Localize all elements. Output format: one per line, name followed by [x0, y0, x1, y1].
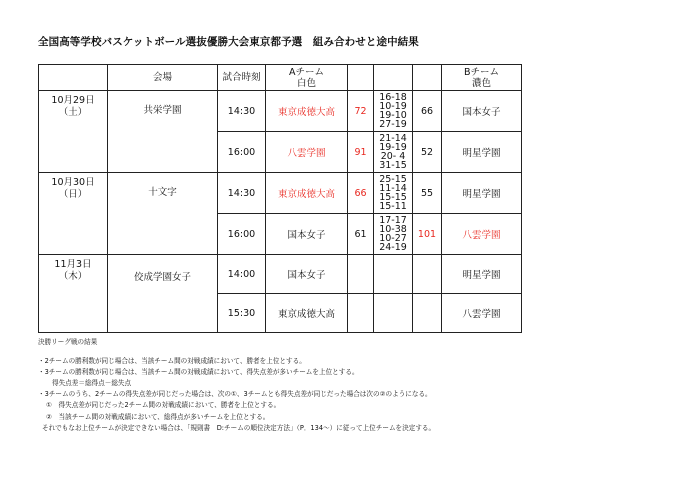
table-row — [39, 255, 522, 294]
date-cell: 11月3日 （木） — [39, 255, 108, 333]
time-cell: 14:30 — [218, 91, 266, 132]
b-score-cell: 55 — [413, 173, 442, 214]
venue-cell: 共栄学園 — [108, 91, 218, 173]
a-score-cell: 66 — [348, 173, 374, 214]
note-line: それでもなお上位チームが決定できない場合は、「規則書 D:チームの順位決定方法」（P．134～）に従って上位チームを決定する。 — [42, 423, 436, 432]
period-scores: 21-14 19-19 20- 4 31-15 — [374, 132, 413, 173]
time-cell: 16:00 — [218, 132, 266, 173]
table-header-row — [39, 65, 522, 91]
header-venue: 会場 — [108, 65, 218, 91]
table-row — [39, 173, 522, 214]
schedule-table — [38, 64, 522, 333]
a-score-cell — [348, 255, 374, 294]
team-b-cell: 八雲学園 — [442, 294, 522, 333]
note-line: ・3チームのうち、2チームの得失点差が同じだった場合は、次の①、3チームとも得失点差が同じだった場合は次の②のようになる。 — [38, 390, 432, 399]
time-cell: 14:00 — [218, 255, 266, 294]
team-a-cell: 国本女子 — [266, 255, 348, 294]
note-line: ・2チームの勝利数が同じ場合は、当該チーム間の対戦成績において、勝者を上位とする。 — [38, 357, 306, 366]
date-cell: 10月30日 （日） — [39, 173, 108, 255]
table-row — [39, 91, 522, 132]
header-team-a: Aチーム 白色 — [266, 65, 348, 91]
team-b-cell: 明星学園 — [442, 255, 522, 294]
team-a-cell: 東京成徳大高 — [266, 173, 348, 214]
venue-cell: 十文字 — [108, 173, 218, 255]
team-a-cell: 東京成徳大高 — [266, 91, 348, 132]
venue-cell: 佼成学園女子 — [108, 255, 218, 333]
notes-heading: 決勝リーグ戦の結果 — [38, 338, 98, 346]
team-a-cell: 東京成徳大高 — [266, 294, 348, 333]
page-title: 全国高等学校バスケットボール選抜優勝大会東京都予選 組み合わせと途中結果 — [38, 36, 419, 48]
time-cell: 14:30 — [218, 173, 266, 214]
team-b-cell: 八雲学園 — [442, 214, 522, 255]
note-line: ① 得失点差が同じだった2チーム間の対戦成績において、勝者を上位とする。 — [46, 401, 281, 410]
notes-section — [38, 337, 435, 434]
b-score-cell: 52 — [413, 132, 442, 173]
b-score-cell: 66 — [413, 91, 442, 132]
team-a-cell: 国本女子 — [266, 214, 348, 255]
b-score-cell: 101 — [413, 214, 442, 255]
a-score-cell: 72 — [348, 91, 374, 132]
team-b-cell: 明星学園 — [442, 132, 522, 173]
header-periods — [374, 65, 413, 91]
team-b-cell: 国本女子 — [442, 91, 522, 132]
period-scores — [374, 255, 413, 294]
note-line: ② 当該チーム間の対戦成績において、総得点が多いチームを上位とする。 — [46, 412, 270, 421]
b-score-cell — [413, 255, 442, 294]
period-scores — [374, 294, 413, 333]
note-line: ・3チームの勝利数が同じ場合は、当該チーム間の対戦成績において、得失点差が多いチームを上位とする。 — [38, 368, 359, 377]
team-b-cell: 明星学園 — [442, 173, 522, 214]
period-scores: 25-15 11-14 15-15 15-11 — [374, 173, 413, 214]
header-b-score — [413, 65, 442, 91]
note-line: 得失点差＝総得点－総失点 — [52, 379, 132, 388]
header-date — [39, 65, 108, 91]
header-time: 試合時刻 — [218, 65, 266, 91]
a-score-cell: 91 — [348, 132, 374, 173]
team-a-cell: 八雲学園 — [266, 132, 348, 173]
header-team-b: Bチーム 濃色 — [442, 65, 522, 91]
date-cell: 10月29日 （土） — [39, 91, 108, 173]
a-score-cell — [348, 294, 374, 333]
b-score-cell — [413, 294, 442, 333]
period-scores: 17-17 10-38 10-27 24-19 — [374, 214, 413, 255]
a-score-cell: 61 — [348, 214, 374, 255]
time-cell: 16:00 — [218, 214, 266, 255]
time-cell: 15:30 — [218, 294, 266, 333]
period-scores: 16-18 10-19 19-10 27-19 — [374, 91, 413, 132]
header-a-score — [348, 65, 374, 91]
